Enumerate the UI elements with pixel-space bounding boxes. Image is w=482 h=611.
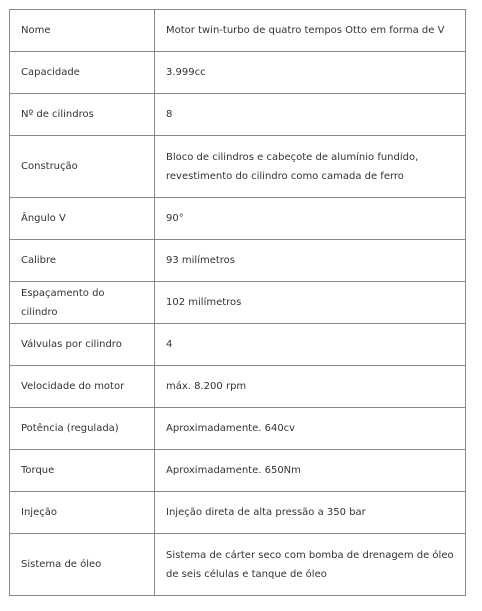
spec-value: Sistema de cárter seco com bomba de drenagem de óleo de seis células e tanque de óleo (155, 534, 466, 596)
spec-label: Potência (regulada) (10, 408, 155, 450)
table-row (10, 136, 466, 198)
table-row (10, 198, 466, 240)
table-row (10, 10, 466, 52)
spec-value: 102 milímetros (155, 282, 466, 324)
spec-value: 93 milímetros (155, 240, 466, 282)
spec-label: Capacidade (10, 52, 155, 94)
table-row (10, 52, 466, 94)
table-row (10, 240, 466, 282)
table-row (10, 282, 466, 324)
spec-label: Calibre (10, 240, 155, 282)
spec-value: Aproximadamente. 640cv (155, 408, 466, 450)
spec-label: Ângulo V (10, 198, 155, 240)
spec-label: Sistema de óleo (10, 534, 155, 596)
spec-label: Espaçamento do cilindro (10, 282, 155, 324)
table-row (10, 366, 466, 408)
spec-label: Construção (10, 136, 155, 198)
spec-label: Torque (10, 450, 155, 492)
spec-value: Aproximadamente. 650Nm (155, 450, 466, 492)
spec-label: Válvulas por cilindro (10, 324, 155, 366)
table-row (10, 94, 466, 136)
spec-label: Velocidade do motor (10, 366, 155, 408)
spec-value: 4 (155, 324, 466, 366)
spec-value: Injeção direta de alta pressão a 350 bar (155, 492, 466, 534)
spec-value: 8 (155, 94, 466, 136)
spec-value: 90° (155, 198, 466, 240)
spec-label: Nº de cilindros (10, 94, 155, 136)
table-row (10, 534, 466, 596)
spec-value: Motor twin-turbo de quatro tempos Otto em forma de V (155, 10, 466, 52)
spec-label: Injeção (10, 492, 155, 534)
spec-value: Bloco de cilindros e cabeçote de alumínio fundido, revestimento do cilindro como camada de ferro (155, 136, 466, 198)
table-row (10, 324, 466, 366)
table-row (10, 492, 466, 534)
engine-spec-table (9, 9, 466, 596)
table-row (10, 408, 466, 450)
spec-value: máx. 8.200 rpm (155, 366, 466, 408)
spec-value: 3.999cc (155, 52, 466, 94)
table-row (10, 450, 466, 492)
spec-label: Nome (10, 10, 155, 52)
